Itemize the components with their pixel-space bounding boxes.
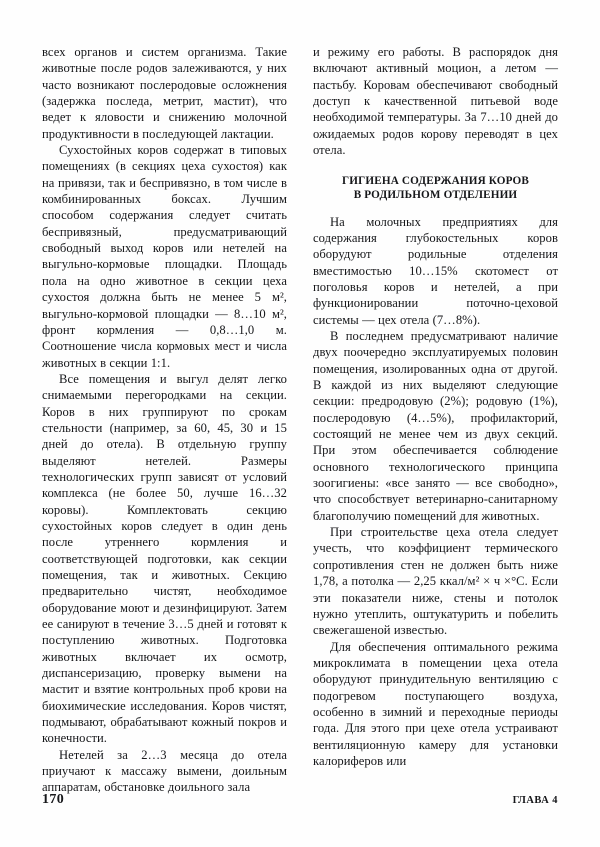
paragraph: и режиму его работы. В распорядок дня включают активный моцион, а летом — пастьбу. Коровам обеспечивают свободный доступ к качественной питьевой воде необходимой температуры. За 7…10 дней до ожидаемых родов корову переводят в цех отела. — [313, 45, 558, 158]
paragraph: В последнем предусматривают наличие двух поочередно эксплуатируемых половин помещения, изолированных одна от другой. В каждой из них выделяют следующие секции: предродовую (2%); родовую (1%), послеродовую (4…5%), профилакторий, состоящий не менее чем из двух секций. При этом обеспечивается соблюдение основного технологического принципа зоогигиены: «все занято — все свободно», что способствует ветеринарно-санитарному благополучию помещений для животных. — [313, 329, 558, 523]
paragraph: Все помещения и выгул делят легко снимаемыми перегородками на секции. Коров в них группируют по срокам стельности (например, за 60, 45, 30 и 15 дней до отела). В отдельную группу выделяют нетелей. Размеры технологических групп зависят от условий комплекса (не более 50, лучше 16…32 коровы). Комплектовать секцию сухостойных коров следует в один день после утреннего кормления и соответствующей подготовки, как секции помещения, так и животных. Секцию предварительно чистят, необходимое оборудование моют и дезинфицируют. Затем ее санируют в течение 3…5 дней и готовят к поступлению животных. Подготовка животных включает их осмотр, диспансеризацию, проверку вымени на мастит и взятие контрольных проб крови на биохимические исследования. Коров чистят, подмывают, обрабатывают кожный покров и конечности. — [42, 371, 287, 746]
paragraph: Сухостойных коров содержат в типовых помещениях (в секциях цеха сухостоя) как на привязи, так и беспривязно, в том числе в комбинированных боксах. Лучшим способом содержания следует считать беспривязный, предусматривающий свободный выход коров или нетелей на выгульно-кормовые площадки. Площадь пола на одно животное в секции цеха сухостоя должна быть не менее 5 м², выгульно-кормовой площадки — 8…10 м², фронт кормления — 0,8…1,0 м. Соотношение числа кормовых мест и числа животных в секции 1:1. — [42, 143, 287, 370]
paragraph: При строительстве цеха отела следует учесть, что коэффициент термического сопротивления стен не должен быть ниже 1,78, а потолка — 2,25 ккал/м² × ч ×°С. Если эти показатели ниже, стены и потолок нужно утеплить, оштукатурить и побелить свежегашеной известью. — [313, 525, 558, 638]
page-number: 170 — [42, 792, 65, 807]
paragraph: всех органов и систем организма. Такие животные после родов залеживаются, у них часто возникают послеродовые осложнения (задержка последа, метрит, мастит), что ведет к яловости и снижению молочной продуктивности в последующей лактации. — [42, 45, 287, 141]
section-heading-block — [313, 175, 558, 202]
paragraph: Нетелей за 2…3 месяца до отела приучают к массажу вымени, доильным аппаратам, обстановке доильного зала — [42, 747, 287, 795]
paragraph: На молочных предприятиях для содержания глубокостельных коров оборудуют родильные отделения вместимостью 10…15% скотомест от поголовья коров и нетелей, а при функционировании поточно-цеховой системы — цех отела (7…8%). — [313, 214, 558, 327]
right-column — [313, 44, 558, 768]
page-footer — [42, 792, 558, 808]
section-heading — [313, 175, 558, 202]
section-heading-line-1: ГИГИЕНА СОДЕРЖАНИЯ КОРОВ — [342, 175, 529, 188]
section-heading-line-2: В РОДИЛЬНОМ ОТДЕЛЕНИИ — [353, 189, 518, 201]
paragraph: Для обеспечения оптимального режима микроклимата в помещении цеха отела оборудуют принудительную вентиляцию с подогревом поступающего воздуха, особенно в зимний и переходные периоды года. Для этого при цехе отела устраивают вентиляционную камеру для установки калориферов или — [313, 639, 558, 768]
page-content — [42, 44, 558, 795]
left-column — [42, 44, 287, 795]
chapter-label: ГЛАВА 4 — [512, 795, 558, 806]
